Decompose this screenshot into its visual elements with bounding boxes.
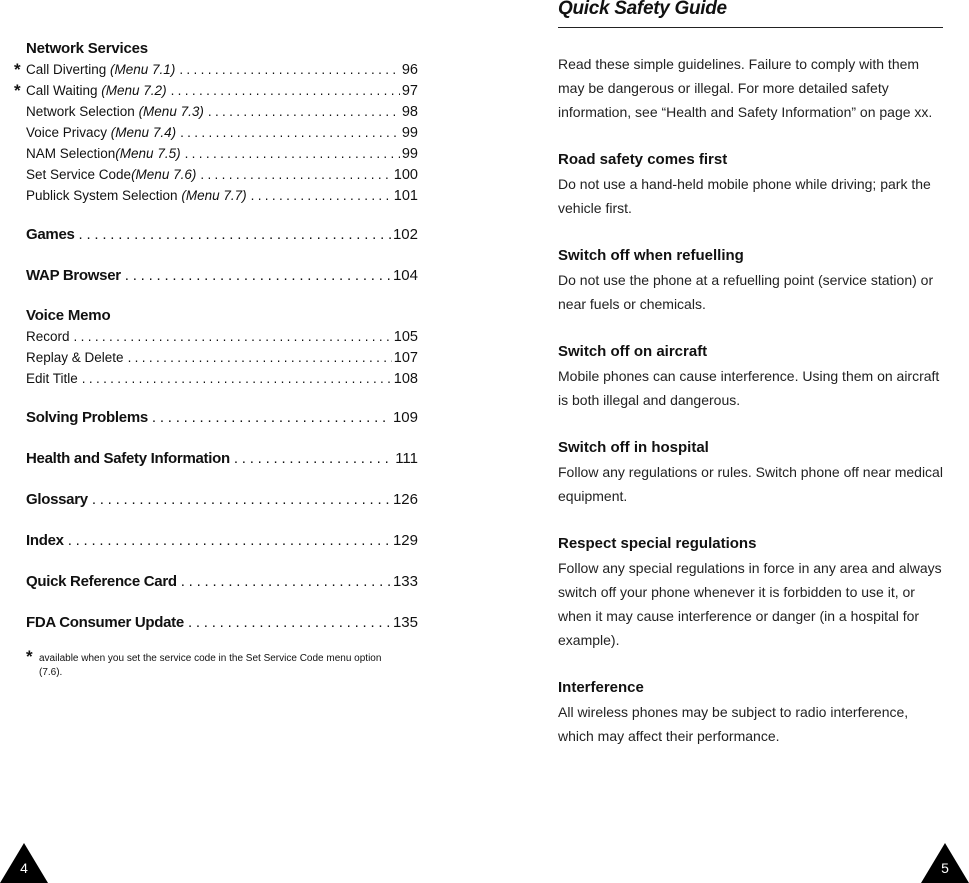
section-text: Mobile phones can cause interference. Using them on aircraft is both illegal and dangerous. [558,368,940,408]
page-title: Quick Safety Guide [558,0,943,28]
toc-entry-page: 102 [392,226,418,243]
toc-glossary [26,488,418,512]
section-heading: Road safety comes first [558,151,728,168]
toc-entry-nam-selection[interactable] [26,143,418,164]
toc-entry-page: 101 [393,188,418,204]
page-number-text: 4 [20,860,28,876]
toc-entry-menu: (Menu 7.7) [181,188,247,203]
toc-entry-page: 108 [393,371,418,387]
toc-quick-reference [26,570,418,594]
toc-network-services [14,38,418,206]
asterisk-marker: * [26,647,33,666]
toc-wap-browser [26,264,418,288]
toc-entry-page: 111 [395,450,418,467]
dot-leader [251,185,392,206]
guide-section-interference [558,676,943,748]
footnote [26,647,399,680]
table-of-contents [14,38,418,680]
toc-entry-index[interactable] [26,529,418,553]
toc-entry-page: 100 [393,167,418,183]
dot-leader [180,122,400,143]
section-text: Follow any regulations or rules. Switch phone off near medical equipment. [558,464,943,504]
page-number-text: 5 [941,860,949,876]
toc-entry-page: 104 [392,267,418,284]
toc-entry-health-safety[interactable] [26,447,418,471]
section-heading: Switch off in hospital [558,439,709,456]
toc-games [26,223,418,247]
toc-entry-replay-delete[interactable] [26,347,418,368]
section-text: All wireless phones may be subject to radio interference, which may affect their performance. [558,704,909,744]
section-heading: Switch off when refuelling [558,247,744,264]
section-heading: Interference [558,679,644,696]
toc-entry-page: 109 [392,409,418,426]
guide-intro: Read these simple guidelines. Failure to comply with them may be dangerous or illegal. For more detailed safety information, see “Health and Safety Information” on page xx. [558,56,933,120]
toc-entry-label: WAP Browser [26,267,121,284]
toc-entry-public-system-selection[interactable] [26,185,418,206]
toc-entry-set-service-code[interactable] [26,164,418,185]
toc-entry-voice-privacy[interactable] [26,122,418,143]
dot-leader [171,80,400,101]
toc-entry-fda-update[interactable] [26,611,418,635]
dot-leader [185,143,400,164]
guide-section-refuelling [558,244,943,316]
dot-leader [82,368,392,389]
asterisk-marker: * [14,60,21,79]
page-number-right [921,843,969,883]
toc-entry-menu: (Menu 7.1) [110,62,176,77]
toc-entry-page: 96 [401,62,418,78]
toc-entry-call-diverting[interactable] [14,59,418,80]
toc-entry-label: Call Waiting [26,83,102,98]
toc-entry-label: Glossary [26,491,88,508]
toc-health-safety [26,447,418,471]
toc-entry-edit-title[interactable] [26,368,418,389]
toc-entry-quick-reference[interactable] [26,570,418,594]
dot-leader [92,488,391,512]
dot-leader [125,264,391,288]
toc-entry-label: NAM Selection [26,146,116,161]
asterisk-marker: * [14,81,21,100]
dot-leader [208,101,400,122]
toc-entry-page: 99 [401,146,418,162]
section-text: Do not use a hand-held mobile phone while driving; park the vehicle first. [558,176,931,216]
toc-entry-label: Index [26,532,64,549]
dot-leader [79,223,391,247]
guide-section-road-safety [558,148,943,220]
toc-solving-problems [26,406,418,430]
toc-fda-update [26,611,418,635]
dot-leader [181,570,391,594]
toc-entry-label: Voice Privacy [26,125,111,140]
dot-leader [128,347,392,368]
page-number-left [0,843,48,883]
dot-leader [74,326,392,347]
toc-entry-label: Set Service Code [26,167,132,182]
toc-entry-solving-problems[interactable] [26,406,418,430]
toc-entry-menu: (Menu 7.5) [115,146,181,161]
toc-entry-glossary[interactable] [26,488,418,512]
toc-entry-menu: (Menu 7.2) [101,83,167,98]
toc-entry-page: 105 [393,329,418,345]
toc-entry-call-waiting[interactable] [14,80,418,101]
toc-voice-memo [26,305,418,389]
toc-entry-wap-browser[interactable] [26,264,418,288]
toc-entry-label: Solving Problems [26,409,148,426]
toc-index [26,529,418,553]
toc-entry-page: 99 [401,125,418,141]
toc-entry-page: 129 [392,532,418,549]
dot-leader [188,611,391,635]
toc-heading-network-services: Network Services [26,40,148,57]
dot-leader [152,406,391,430]
toc-entry-label: Edit Title [26,371,78,386]
section-text: Do not use the phone at a refuelling point (service station) or near fuels or chemicals. [558,272,934,312]
toc-entry-menu: (Menu 7.4) [110,125,177,140]
toc-entry-page: 98 [401,104,418,120]
toc-entry-page: 133 [392,573,418,590]
dot-leader [68,529,391,553]
toc-entry-label: Quick Reference Card [26,573,177,590]
footnote-text: available when you set the service code in the Set Service Code menu option (7.6). [39,653,382,678]
guide-section-special-regulations [558,532,943,652]
dot-leader [234,447,393,471]
toc-entry-page: 126 [392,491,418,508]
section-heading: Switch off on aircraft [558,343,708,360]
toc-entry-page: 135 [392,614,418,631]
dot-leader [200,164,391,185]
toc-entry-label: Health and Safety Information [26,450,230,467]
toc-entry-label: Record [26,329,70,344]
section-text: Follow any special regulations in force in any area and always switch off your phone whenever it is forbidden to use it, or when it may cause interference or danger (in a hospital for example). [558,560,942,648]
toc-entry-label: FDA Consumer Update [26,614,184,631]
toc-entry-menu: (Menu 7.6) [131,167,197,182]
toc-entry-page: 97 [401,83,418,99]
quick-safety-guide [558,0,943,748]
toc-entry-label: Publick System Selection [26,188,182,203]
toc-entry-record[interactable] [26,326,418,347]
toc-entry-menu: (Menu 7.3) [138,104,204,119]
guide-section-hospital [558,436,943,508]
toc-entry-label: Network Selection [26,104,139,119]
guide-section-aircraft [558,340,943,412]
toc-entry-label: Games [26,226,75,243]
toc-entry-games[interactable] [26,223,418,247]
dot-leader [179,59,400,80]
toc-entry-page: 107 [393,350,418,366]
toc-heading-voice-memo: Voice Memo [26,307,111,324]
toc-entry-label: Replay & Delete [26,350,124,365]
section-heading: Respect special regulations [558,535,757,552]
toc-entry-label: Call Diverting [26,62,111,77]
toc-entry-network-selection[interactable] [26,101,418,122]
